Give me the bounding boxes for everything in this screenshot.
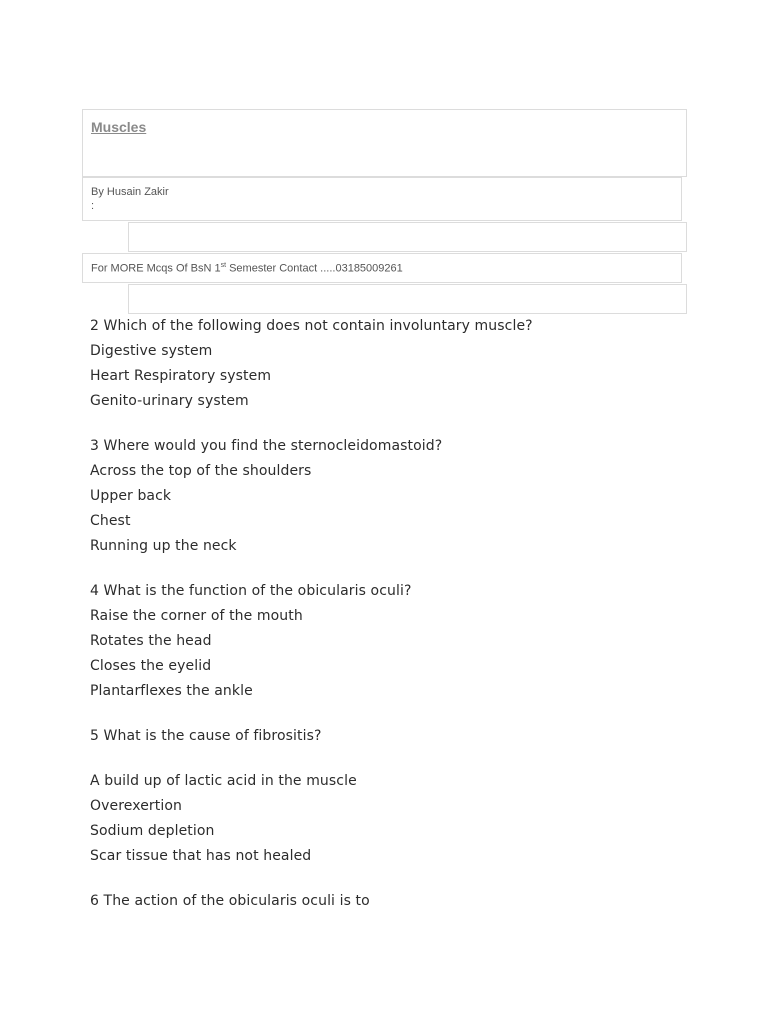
contact-box	[82, 253, 682, 283]
option-text: Genito-urinary system	[90, 393, 249, 409]
question-text: 3 Where would you find the sternocleidomastoid?	[90, 438, 443, 454]
author-line: By Husain Zakir	[91, 186, 169, 198]
option-text: Scar tissue that has not healed	[90, 848, 312, 864]
contact-suffix: Semester Contact .....03185009261	[226, 262, 403, 275]
option-text: Plantarflexes the ankle	[90, 683, 253, 699]
question-text: 4 What is the function of the obicularis oculi?	[90, 583, 412, 599]
author-suffix: :	[91, 200, 95, 212]
document-title[interactable]: Muscles	[91, 119, 147, 135]
option-text: Chest	[90, 513, 131, 529]
option-text: Raise the corner of the mouth	[90, 608, 303, 624]
option-text: Heart Respiratory system	[90, 368, 272, 384]
option-text: Overexertion	[90, 798, 182, 814]
option-text: Sodium depletion	[90, 823, 215, 839]
author-box	[82, 177, 682, 221]
contact-sup: st	[220, 262, 227, 269]
option-text: Digestive system	[90, 343, 213, 359]
option-text: Rotates the head	[90, 633, 212, 649]
contact-line	[91, 262, 403, 275]
title-box	[82, 109, 687, 177]
question-text: 5 What is the cause of fibrositis?	[90, 728, 322, 744]
option-text: Across the top of the shoulders	[90, 463, 312, 479]
option-text: A build up of lactic acid in the muscle	[90, 773, 357, 789]
empty-box	[128, 222, 687, 252]
option-text: Closes the eyelid	[90, 658, 212, 674]
empty-box	[128, 284, 687, 314]
question-text: 2 Which of the following does not contain involuntary muscle?	[90, 318, 533, 334]
contact-prefix: For MORE Mcqs Of BsN 1	[91, 262, 221, 275]
option-text: Running up the neck	[90, 538, 237, 554]
question-text: 6 The action of the obicularis oculi is to	[90, 893, 370, 909]
option-text: Upper back	[90, 488, 172, 504]
question-list	[90, 316, 730, 916]
